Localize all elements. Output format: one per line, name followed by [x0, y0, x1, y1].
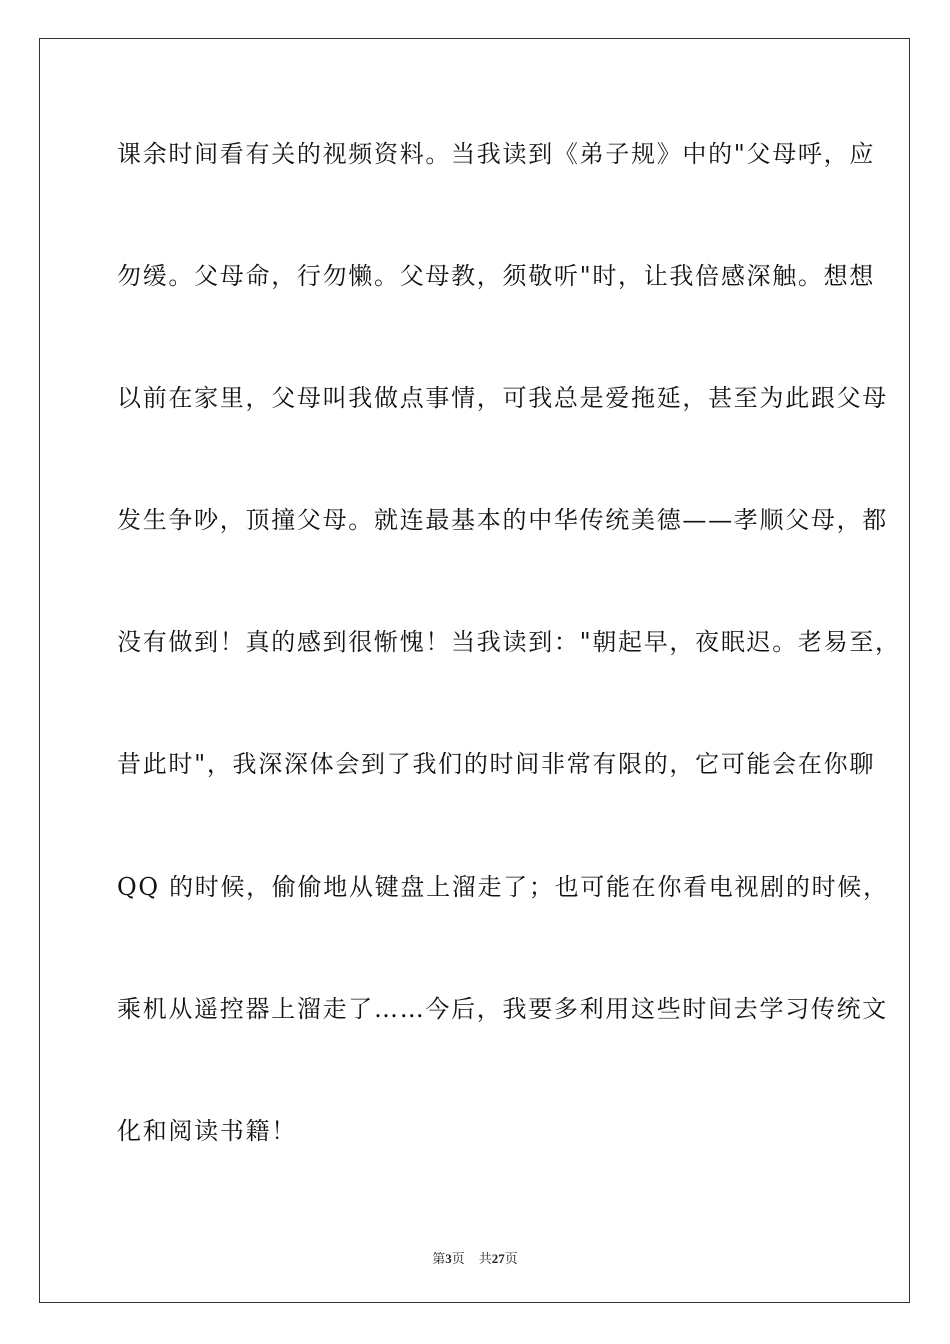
footer-page-prefix: 第 [432, 1252, 446, 1267]
text-line-6: 昔此时"，我深深体会到了我们的时间非常有限的，它可能会在你聊 [117, 750, 876, 779]
text-line-4: 发生争吵，顶撞父母。就连最基本的中华传统美德——孝顺父母，都 [117, 506, 888, 535]
footer-total-pages: 27 [491, 1251, 505, 1266]
text-line-5: 没有做到！真的感到很惭愧！当我读到："朝起早，夜眠迟。老易至， [117, 628, 901, 657]
text-line-2: 勿缓。父母命，行勿懒。父母教，须敬听"时，让我倍感深触。想想 [117, 262, 876, 291]
footer-page-number: 3 [445, 1251, 452, 1266]
text-line-9: 化和阅读书籍！ [117, 1116, 297, 1145]
footer-total-suffix: 页 [504, 1252, 518, 1267]
document-body [117, 131, 901, 1230]
text-line-1: 课余时间看有关的视频资料。当我读到《弟子规》中的"父母呼，应 [117, 140, 876, 168]
page-footer [0, 1248, 950, 1267]
footer-page-suffix: 页 [451, 1252, 465, 1267]
footer-total-prefix: 共 [478, 1252, 492, 1267]
text-line-3: 以前在家里，父母叫我做点事情，可我总是爱拖延，甚至为此跟父母 [117, 384, 888, 413]
text-line-7: QQ 的时候，偷偷地从键盘上溜走了；也可能在你看电视剧的时候， [117, 872, 889, 901]
text-line-8: 乘机从遥控器上溜走了……今后，我要多利用这些时间去学习传统文 [117, 994, 888, 1023]
